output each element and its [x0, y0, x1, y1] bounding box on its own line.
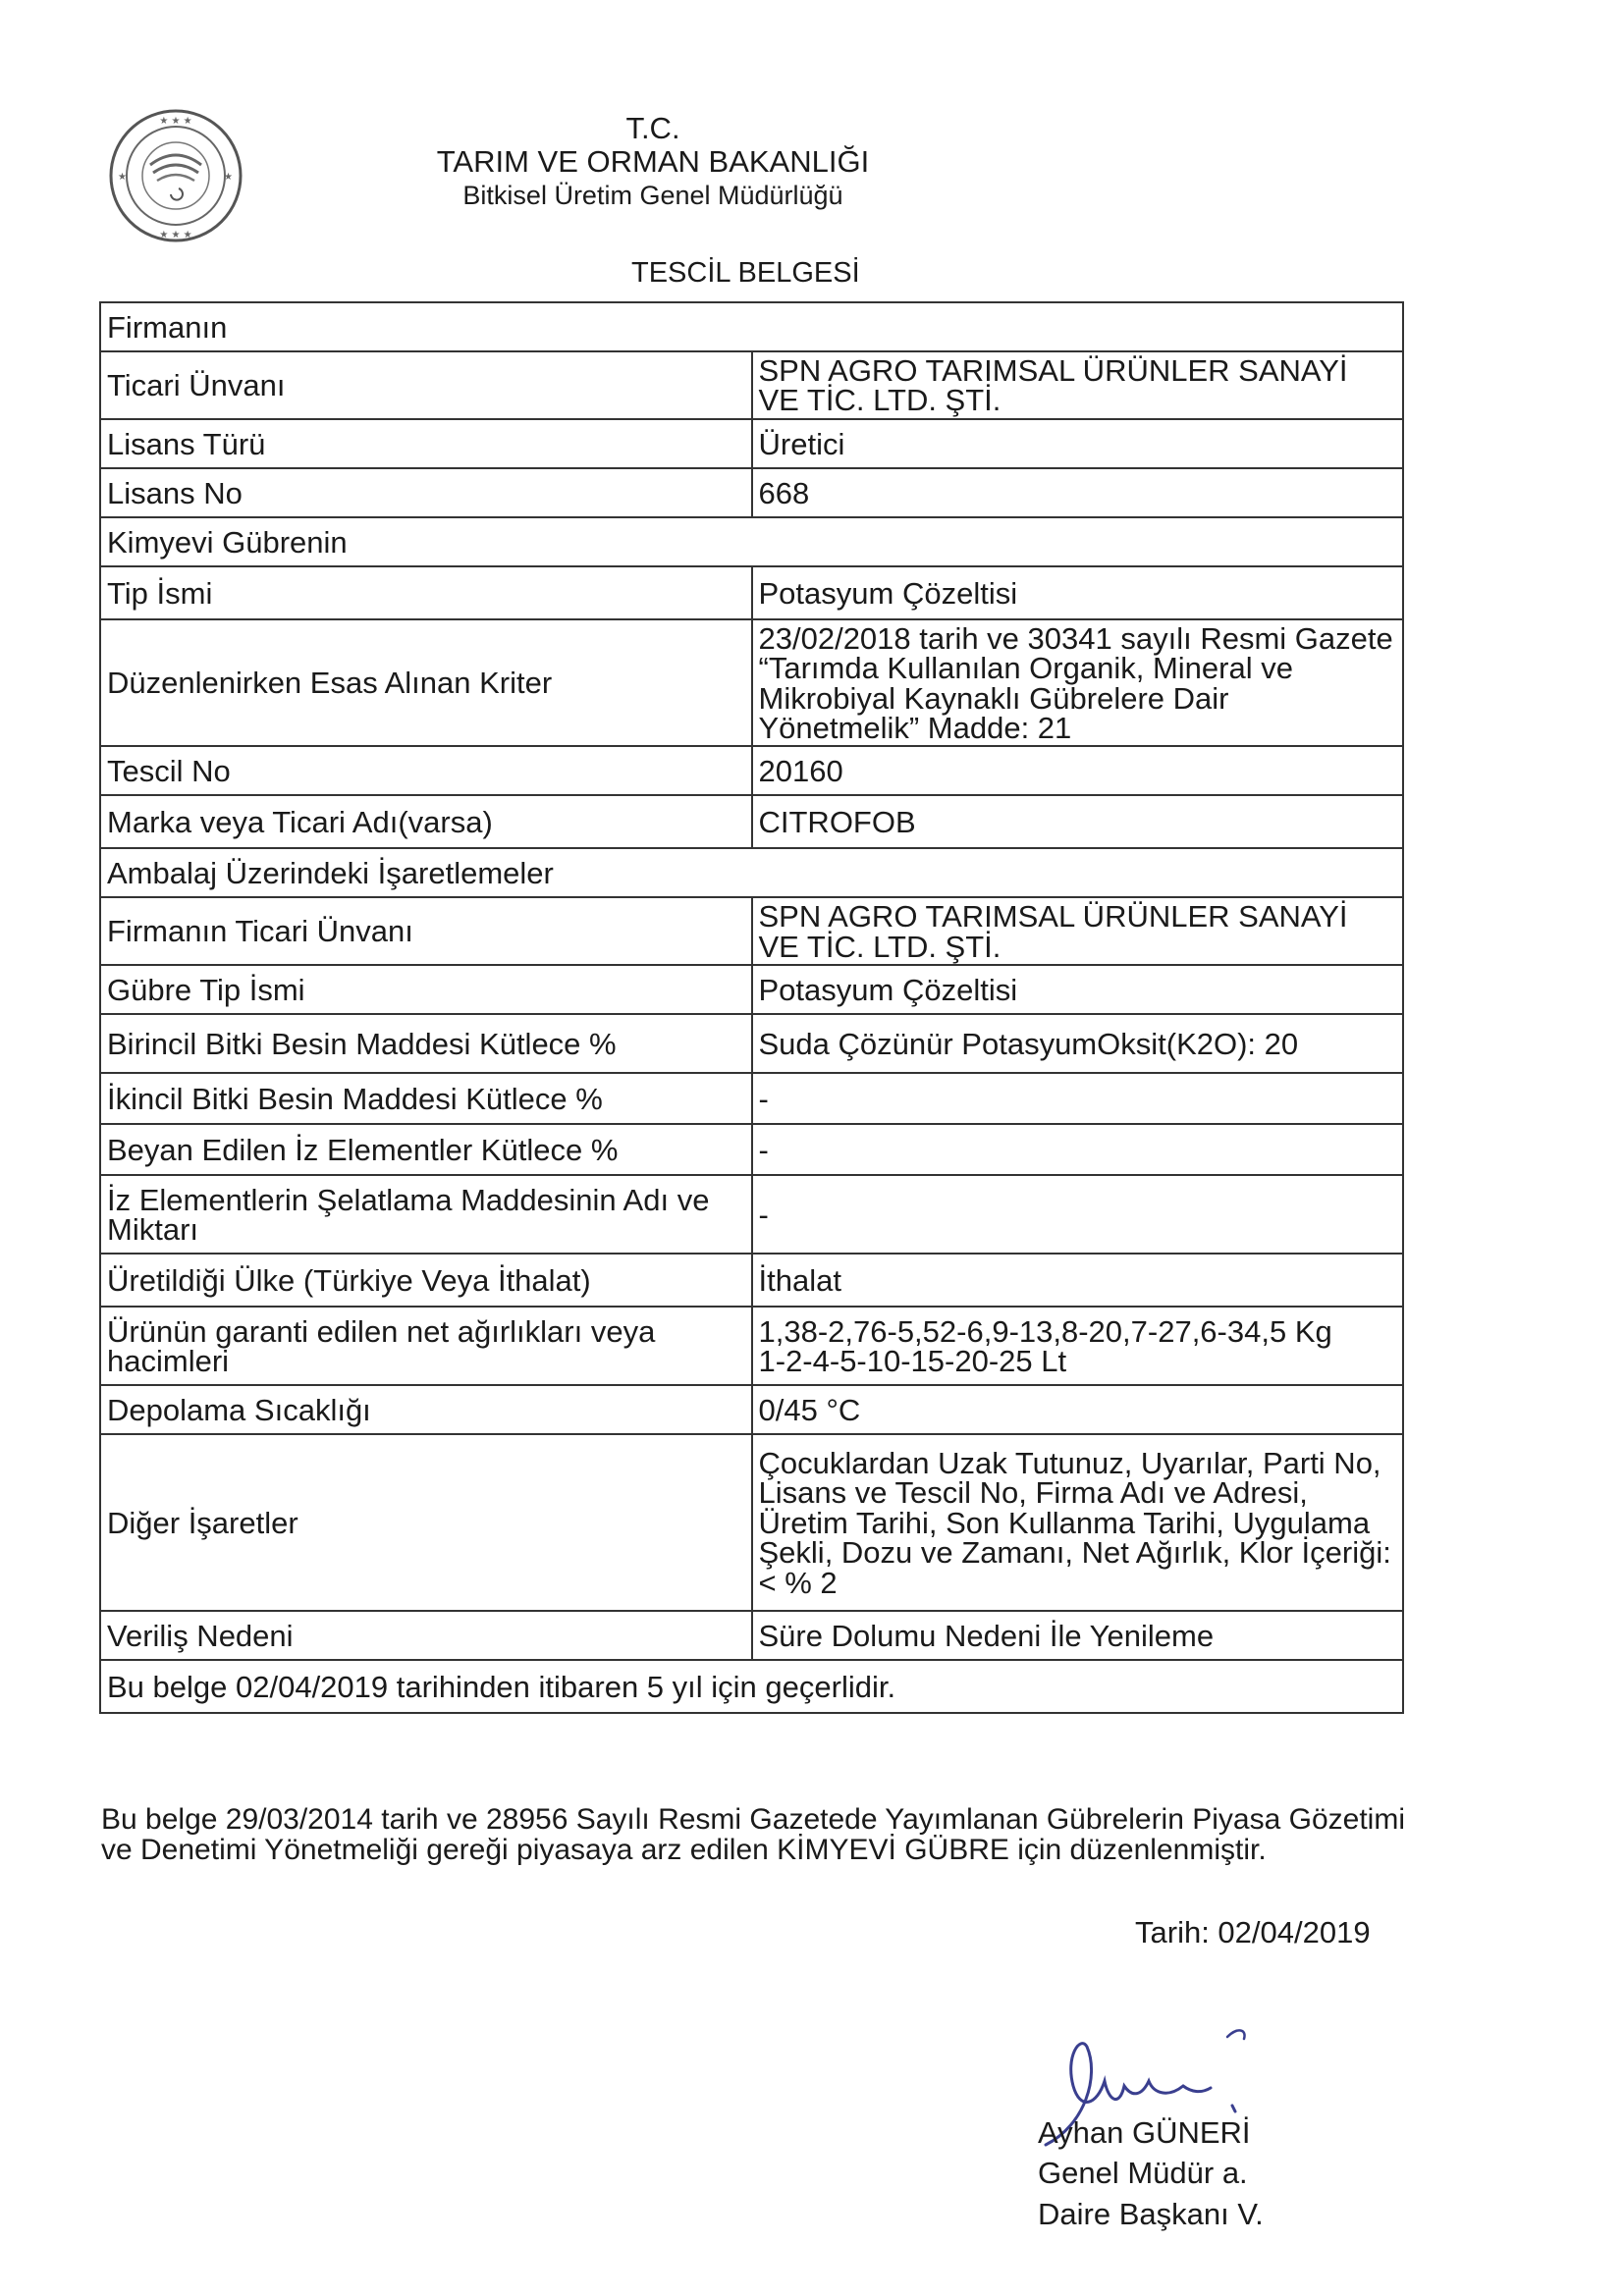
- field-label: Üretildiği Ülke (Türkiye Veya İthalat): [100, 1254, 752, 1307]
- field-label: Diğer İşaretler: [100, 1434, 752, 1611]
- field-value: Çocuklardan Uzak Tutunuz, Uyarılar, Parti No, Lisans ve Tescil No, Firma Adı ve Adresi, Üretim Tarihi, Son Kullanma Tarihi, Uygulama Şekli, Dozu ve Zamanı, Net Ağırlık, Klor İçeriği: < % 2: [752, 1434, 1404, 1611]
- field-value: 1,38-2,76-5,52-6,9-13,8-20,7-27,6-34,5 Kg 1-2-4-5-10-15-20-25 Lt: [752, 1307, 1404, 1385]
- table-row: [100, 1124, 1403, 1175]
- table-row: [100, 1307, 1403, 1385]
- footer-note: Bu belge 29/03/2014 tarih ve 28956 Sayılı Resmi Gazetede Yayımlanan Gübrelerin Piyasa Gözetimi ve Denetimi Yönetmeliği gereği piyasaya arz edilen KİMYEVİ GÜBRE için düzenlenmiştir.: [101, 1803, 1405, 1866]
- ministry-seal-icon: [106, 106, 245, 245]
- table-row: [100, 419, 1403, 468]
- field-value: Suda Çözünür PotasyumOksit(K2O): 20: [752, 1014, 1404, 1073]
- field-label: İz Elementlerin Şelatlama Maddesinin Adı ve Miktarı: [100, 1175, 752, 1254]
- field-value: Süre Dolumu Nedeni İle Yenileme: [752, 1611, 1404, 1660]
- signer-title: Genel Müdür a.: [1038, 2156, 1248, 2190]
- field-value: 668: [752, 468, 1404, 517]
- document-title: TESCİL BELGESİ: [631, 257, 860, 289]
- section-label: Firmanın: [100, 302, 1403, 351]
- table-row: [100, 566, 1403, 619]
- field-label: Lisans Türü: [100, 419, 752, 468]
- table-row: [100, 1385, 1403, 1434]
- table-row: [100, 746, 1403, 795]
- svg-text:★ ★ ★: ★ ★ ★: [159, 230, 192, 240]
- field-value: -: [752, 1124, 1404, 1175]
- field-label: Firmanın Ticari Ünvanı: [100, 897, 752, 965]
- table-row: [100, 897, 1403, 965]
- header-tc: T.C.: [625, 111, 680, 145]
- field-value: İthalat: [752, 1254, 1404, 1307]
- field-value: SPN AGRO TARIMSAL ÜRÜNLER SANAYİ VE TİC. LTD. ŞTİ.: [752, 351, 1404, 419]
- table-section-row: [100, 517, 1403, 566]
- issue-date: Tarih: 02/04/2019: [1135, 1915, 1371, 1949]
- table-section-row: [100, 848, 1403, 897]
- field-label: Gübre Tip İsmi: [100, 965, 752, 1014]
- table-row: [100, 1434, 1403, 1611]
- field-label: Düzenlenirken Esas Alınan Kriter: [100, 619, 752, 747]
- signer-name: Ayhan GÜNERİ: [1038, 2115, 1251, 2150]
- field-value: -: [752, 1175, 1404, 1254]
- table-row: [100, 468, 1403, 517]
- table-row: [100, 965, 1403, 1014]
- table-row: [100, 619, 1403, 747]
- field-value: CITROFOB: [752, 795, 1404, 848]
- field-label: Ticari Ünvanı: [100, 351, 752, 419]
- field-value: Potasyum Çözeltisi: [752, 965, 1404, 1014]
- table-row: [100, 351, 1403, 419]
- field-label: Marka veya Ticari Adı(varsa): [100, 795, 752, 848]
- field-label: İkincil Bitki Besin Maddesi Kütlece %: [100, 1073, 752, 1124]
- field-value: 0/45 °C: [752, 1385, 1404, 1434]
- field-value: 23/02/2018 tarih ve 30341 sayılı Resmi Gazete “Tarımda Kullanılan Organik, Mineral ve Mikrobiyal Kaynaklı Gübrelere Dair Yönetmelik” Madde: 21: [752, 619, 1404, 747]
- field-label: Ürünün garanti edilen net ağırlıkları veya hacimleri: [100, 1307, 752, 1385]
- field-value: Üretici: [752, 419, 1404, 468]
- field-label: Depolama Sıcaklığı: [100, 1385, 752, 1434]
- table-row: [100, 1014, 1403, 1073]
- table-row: [100, 1254, 1403, 1307]
- table-section-row: [100, 302, 1403, 351]
- table-row: [100, 795, 1403, 848]
- field-value: Potasyum Çözeltisi: [752, 566, 1404, 619]
- field-label: Birincil Bitki Besin Maddesi Kütlece %: [100, 1014, 752, 1073]
- field-label: Tescil No: [100, 746, 752, 795]
- registration-table: [99, 301, 1404, 1714]
- section-label: Kimyevi Gübrenin: [100, 517, 1403, 566]
- department-name: Bitkisel Üretim Genel Müdürlüğü: [462, 181, 843, 210]
- field-label: Tip İsmi: [100, 566, 752, 619]
- svg-text:★: ★: [224, 172, 233, 183]
- signer-role: Daire Başkanı V.: [1038, 2197, 1264, 2231]
- field-value: -: [752, 1073, 1404, 1124]
- svg-text:★: ★: [118, 172, 127, 183]
- svg-text:★ ★ ★: ★ ★ ★: [159, 116, 192, 127]
- field-label: Veriliş Nedeni: [100, 1611, 752, 1660]
- table-row: [100, 1611, 1403, 1660]
- field-value: 20160: [752, 746, 1404, 795]
- table-row: [100, 1175, 1403, 1254]
- section-label: Bu belge 02/04/2019 tarihinden itibaren 5 yıl için geçerlidir.: [100, 1660, 1403, 1713]
- table-row: [100, 1073, 1403, 1124]
- field-label: Lisans No: [100, 468, 752, 517]
- section-label: Ambalaj Üzerindeki İşaretlemeler: [100, 848, 1403, 897]
- ministry-name: TARIM VE ORMAN BAKANLIĞI: [436, 144, 870, 179]
- field-label: Beyan Edilen İz Elementler Kütlece %: [100, 1124, 752, 1175]
- field-value: SPN AGRO TARIMSAL ÜRÜNLER SANAYİ VE TİC. LTD. ŞTİ.: [752, 897, 1404, 965]
- table-section-row: [100, 1660, 1403, 1713]
